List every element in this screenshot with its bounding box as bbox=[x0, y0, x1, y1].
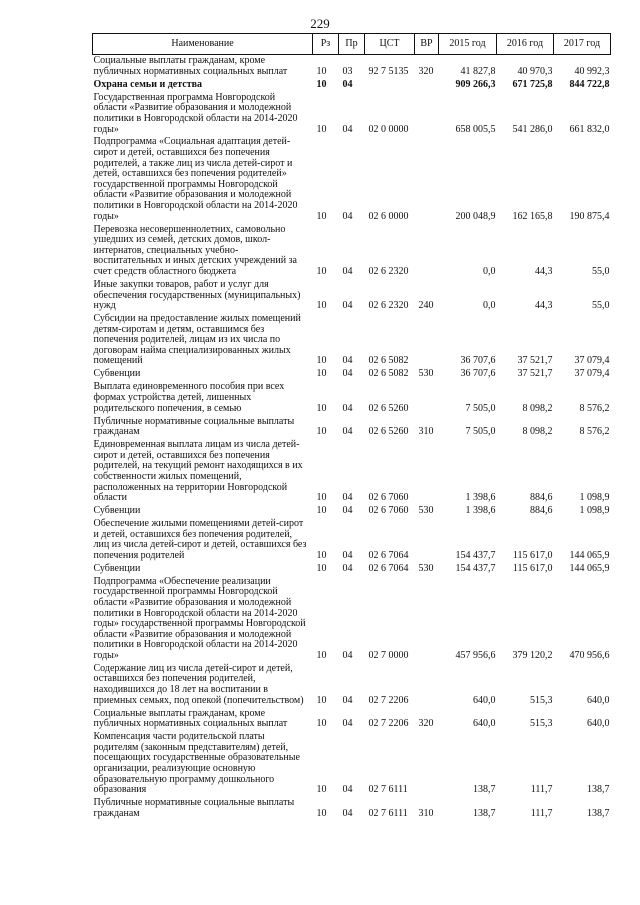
cell-cst: 02 6 5082 bbox=[368, 355, 409, 367]
cell-2017: 8 576,2 bbox=[579, 402, 610, 414]
cell-2017: 1 098,9 bbox=[579, 492, 610, 504]
cell-2016: 162 165,8 bbox=[512, 210, 553, 222]
cell-2016: 515,3 bbox=[530, 694, 553, 706]
cell-2015: 457 956,6 bbox=[455, 649, 496, 661]
cell-2017: 40 992,3 bbox=[574, 65, 610, 77]
table-header-row bbox=[93, 34, 611, 55]
cell-cst: 02 7 2206 bbox=[368, 718, 409, 730]
cell-name: Субсидии на предоставление жилых помещений детям-сиротам и детям, оставшимся без попечения родителей, лицам из их числа по договорам найма специализированных жилых помещений bbox=[93, 313, 301, 367]
cell-2017: 470 956,6 bbox=[569, 649, 610, 661]
cell-cst: 02 6 7064 bbox=[368, 562, 409, 574]
cell-2016: 379 120,2 bbox=[512, 649, 553, 661]
cell-2015: 138,7 bbox=[473, 807, 496, 819]
table-row bbox=[93, 55, 611, 79]
cell-2016: 37 521,7 bbox=[517, 355, 553, 367]
table-row bbox=[93, 279, 611, 313]
table-row bbox=[93, 518, 611, 563]
cell-cst: 02 7 2206 bbox=[368, 694, 409, 706]
cell-pr: 04 bbox=[342, 265, 353, 277]
table-row bbox=[93, 439, 611, 505]
cell-cst: 02 7 6111 bbox=[368, 807, 408, 819]
cell-pr: 04 bbox=[342, 694, 353, 706]
cell-rz: 10 bbox=[316, 426, 327, 438]
cell-vr bbox=[415, 439, 439, 505]
cell-pr: 04 bbox=[342, 426, 353, 438]
cell-name: Субвенции bbox=[93, 368, 141, 380]
cell-2015: 154 437,7 bbox=[455, 562, 496, 574]
cell-cst: 02 6 7060 bbox=[368, 492, 409, 504]
table-row bbox=[93, 663, 611, 708]
cell-2015: 640,0 bbox=[473, 694, 496, 706]
budget-table bbox=[92, 33, 611, 821]
table-row bbox=[93, 92, 611, 137]
header-2015: 2015 год bbox=[439, 34, 497, 55]
table-row bbox=[93, 381, 611, 415]
cell-2016: 111,7 bbox=[530, 784, 553, 796]
cell-2017: 844 722,8 bbox=[569, 78, 610, 90]
cell-cst: 02 7 0000 bbox=[368, 649, 409, 661]
cell-pr: 04 bbox=[342, 549, 353, 561]
cell-vr: 530 bbox=[418, 368, 434, 380]
cell-name: Социальные выплаты гражданам, кроме публичных нормативных социальных выплат bbox=[93, 55, 288, 77]
cell-2017: 55,0 bbox=[592, 265, 610, 277]
table-row bbox=[93, 797, 611, 821]
cell-2016: 8 098,2 bbox=[522, 426, 553, 438]
cell-name: Субвенции bbox=[93, 505, 141, 517]
header-pr: Пр bbox=[339, 34, 365, 55]
page-number: 229 bbox=[310, 16, 330, 31]
cell-vr bbox=[415, 79, 439, 92]
cell-name: Государственная программа Новгородской области «Развитие образования и молодежной политики в Новгородской области на 2014-2020 годы» bbox=[93, 91, 298, 135]
cell-2016: 44,3 bbox=[535, 265, 553, 277]
cell-cst: 02 6 5260 bbox=[368, 426, 409, 438]
header-cst: ЦСТ bbox=[365, 34, 415, 55]
cell-2017: 37 079,4 bbox=[574, 355, 610, 367]
cell-2016: 541 286,0 bbox=[512, 123, 553, 135]
cell-name: Перевозка несовершеннолетних, самовольно ушедших из семей, детских домов, школ-интернатов, специальных учебно-воспитательных и иных детских учреждений за счет средств областного бюджета bbox=[93, 223, 297, 277]
cell-rz: 10 bbox=[316, 562, 327, 574]
table-row bbox=[93, 415, 611, 439]
cell-rz: 10 bbox=[316, 265, 327, 277]
cell-cst: 02 0 0000 bbox=[368, 123, 409, 135]
cell-pr: 04 bbox=[342, 807, 353, 819]
cell-rz: 10 bbox=[316, 78, 327, 90]
cell-vr bbox=[415, 518, 439, 563]
cell-2016: 8 098,2 bbox=[522, 402, 553, 414]
cell-pr: 04 bbox=[342, 562, 353, 574]
cell-2015: 36 707,6 bbox=[460, 368, 496, 380]
table-row bbox=[93, 731, 611, 797]
cell-pr: 04 bbox=[342, 784, 353, 796]
cell-2015: 0,0 bbox=[483, 265, 496, 277]
cell-cst: 02 6 2320 bbox=[368, 300, 409, 312]
cell-cst: 02 6 5082 bbox=[368, 368, 409, 380]
cell-pr: 04 bbox=[342, 718, 353, 730]
cell-vr bbox=[415, 136, 439, 223]
cell-2017: 661 832,0 bbox=[569, 123, 610, 135]
cell-2015: 200 048,9 bbox=[455, 210, 496, 222]
cell-pr: 04 bbox=[342, 492, 353, 504]
cell-pr: 04 bbox=[342, 368, 353, 380]
header-vr: ВР bbox=[415, 34, 439, 55]
cell-name: Подпрограмма «Обеспечение реализации государственной программы Новгородской области «Развитие образования и молодежной политики в Новгородской области на 2014-2020 годы» государственной программы Новгородской области «Развитие образования и молодежной политики в Новгородской области на 2014-2020 годы» bbox=[93, 575, 306, 661]
cell-2015: 0,0 bbox=[483, 300, 496, 312]
cell-2015: 41 827,8 bbox=[460, 65, 496, 77]
cell-rz: 10 bbox=[316, 649, 327, 661]
cell-name: Публичные нормативные социальные выплаты гражданам bbox=[93, 415, 295, 438]
table-row bbox=[93, 223, 611, 278]
cell-rz: 10 bbox=[316, 718, 327, 730]
cell-vr: 240 bbox=[418, 300, 434, 312]
cell-2017: 640,0 bbox=[587, 694, 610, 706]
cell-2015: 138,7 bbox=[473, 784, 496, 796]
cell-vr: 310 bbox=[418, 426, 434, 438]
cell-rz: 10 bbox=[316, 505, 327, 517]
cell-name: Субвенции bbox=[93, 562, 141, 574]
cell-vr bbox=[415, 381, 439, 415]
cell-pr: 04 bbox=[342, 402, 353, 414]
cell-pr: 04 bbox=[342, 210, 353, 222]
cell-cst: 02 6 7064 bbox=[368, 549, 409, 561]
cell-vr bbox=[415, 92, 439, 137]
header-2016: 2016 год bbox=[497, 34, 554, 55]
cell-vr bbox=[415, 223, 439, 278]
cell-cst: 92 7 5135 bbox=[368, 65, 409, 77]
cell-2017: 144 065,9 bbox=[569, 549, 610, 561]
cell-cst: 02 7 6111 bbox=[368, 784, 408, 796]
cell-2017: 138,7 bbox=[587, 807, 610, 819]
cell-2016: 671 725,8 bbox=[512, 78, 553, 90]
cell-2016: 515,3 bbox=[530, 718, 553, 730]
cell-name: Социальные выплаты гражданам, кроме публичных нормативных социальных выплат bbox=[93, 707, 288, 730]
table-row bbox=[93, 707, 611, 731]
cell-vr: 310 bbox=[418, 807, 434, 819]
cell-pr: 04 bbox=[342, 505, 353, 517]
cell-vr bbox=[415, 313, 439, 368]
cell-name: Подпрограмма «Социальная адаптация детей-сирот и детей, оставшихся без попечения родителей, а также лиц из числа детей-сирот и детей, оставшихся без попечения родителей» государственной программы Новгородской области «Развитие образования и молодежной политики в Новгородской области на 2014-2020 годы» bbox=[93, 136, 298, 222]
cell-pr: 04 bbox=[342, 123, 353, 135]
cell-name: Иные закупки товаров, работ и услуг для обеспечения государственных (муниципальных) нужд bbox=[93, 278, 301, 312]
cell-name: Охрана семьи и детства bbox=[93, 78, 203, 90]
cell-2016: 884,6 bbox=[530, 505, 553, 517]
cell-rz: 10 bbox=[316, 210, 327, 222]
header-2017: 2017 год bbox=[554, 34, 611, 55]
cell-2017: 138,7 bbox=[587, 784, 610, 796]
cell-2017: 1 098,9 bbox=[579, 505, 610, 517]
cell-cst: 02 6 0000 bbox=[368, 210, 409, 222]
cell-rz: 10 bbox=[316, 300, 327, 312]
header-name: Наименование bbox=[93, 34, 313, 55]
header-rz: Рз bbox=[313, 34, 339, 55]
cell-cst: 02 6 5260 bbox=[368, 402, 409, 414]
cell-2017: 640,0 bbox=[587, 718, 610, 730]
cell-rz: 10 bbox=[316, 694, 327, 706]
cell-vr bbox=[415, 663, 439, 708]
cell-pr: 04 bbox=[342, 355, 353, 367]
cell-rz: 10 bbox=[316, 784, 327, 796]
table-row bbox=[93, 505, 611, 518]
cell-pr: 04 bbox=[342, 649, 353, 661]
cell-rz: 10 bbox=[316, 355, 327, 367]
cell-2016: 884,6 bbox=[530, 492, 553, 504]
cell-name: Единовременная выплата лицам из числа детей-сирот и детей, оставшихся без попечения родителей, на текущий ремонт находящихся в их собственности жилых помещений, расположенных на территории Новгородской области bbox=[93, 439, 303, 504]
cell-2015: 1 398,6 bbox=[465, 492, 496, 504]
cell-pr: 04 bbox=[342, 300, 353, 312]
cell-2016: 115 617,0 bbox=[512, 562, 553, 574]
cell-vr: 320 bbox=[418, 718, 434, 730]
cell-2017: 8 576,2 bbox=[579, 426, 610, 438]
table-row bbox=[93, 136, 611, 223]
cell-2015: 640,0 bbox=[473, 718, 496, 730]
cell-2015: 36 707,6 bbox=[460, 355, 496, 367]
cell-name: Обеспечение жилыми помещениями детей-сирот и детей, оставшихся без попечения родителей, лиц из числа детей-сирот и детей, оставшихся без попечения родителей bbox=[93, 518, 307, 561]
cell-vr bbox=[415, 576, 439, 663]
cell-cst: 02 6 2320 bbox=[368, 265, 409, 277]
cell-name: Публичные нормативные социальные выплаты гражданам bbox=[93, 797, 295, 819]
cell-name: Содержание лиц из числа детей-сирот и детей, оставшихся без попечения родителей, находившихся до 18 лет на воспитании в приемных семьях, под опекой (попечительством) bbox=[93, 662, 304, 706]
cell-2015: 7 505,0 bbox=[465, 426, 496, 438]
cell-rz: 10 bbox=[316, 368, 327, 380]
cell-2015: 7 505,0 bbox=[465, 402, 496, 414]
cell-2015: 154 437,7 bbox=[455, 549, 496, 561]
cell-name: Компенсация части родительской платы родителям (законным представителям) детей, посещающих государственные образовательные организации, реализующие основную образовательную программу дошкольного образования bbox=[93, 731, 300, 796]
cell-cst: 02 6 7060 bbox=[368, 505, 409, 517]
cell-cst bbox=[365, 79, 415, 92]
table-row bbox=[93, 576, 611, 663]
cell-2015: 658 005,5 bbox=[455, 123, 496, 135]
cell-pr: 03 bbox=[342, 65, 353, 77]
cell-2016: 40 970,3 bbox=[517, 65, 553, 77]
table-row bbox=[93, 79, 611, 92]
cell-rz: 10 bbox=[316, 402, 327, 414]
cell-rz: 10 bbox=[316, 549, 327, 561]
cell-2017: 37 079,4 bbox=[574, 368, 610, 380]
cell-vr: 320 bbox=[418, 65, 434, 77]
cell-2016: 37 521,7 bbox=[517, 368, 553, 380]
cell-vr bbox=[415, 731, 439, 797]
cell-vr: 530 bbox=[418, 562, 434, 574]
cell-2015: 909 266,3 bbox=[455, 78, 496, 90]
cell-2016: 111,7 bbox=[530, 807, 553, 819]
cell-rz: 10 bbox=[316, 65, 327, 77]
cell-2016: 44,3 bbox=[535, 300, 553, 312]
table-row bbox=[93, 313, 611, 368]
cell-2016: 115 617,0 bbox=[512, 549, 553, 561]
cell-2017: 190 875,4 bbox=[569, 210, 610, 222]
cell-2017: 144 065,9 bbox=[569, 562, 610, 574]
cell-rz: 10 bbox=[316, 123, 327, 135]
table-row bbox=[93, 563, 611, 576]
table-row bbox=[93, 368, 611, 381]
cell-name: Выплата единовременного пособия при всех формах устройства детей, лишенных родительского попечения, в семью bbox=[93, 381, 285, 414]
cell-rz: 10 bbox=[316, 492, 327, 504]
cell-rz: 10 bbox=[316, 807, 327, 819]
cell-2015: 1 398,6 bbox=[465, 505, 496, 517]
cell-vr: 530 bbox=[418, 505, 434, 517]
cell-2017: 55,0 bbox=[592, 300, 610, 312]
cell-pr: 04 bbox=[342, 78, 353, 90]
